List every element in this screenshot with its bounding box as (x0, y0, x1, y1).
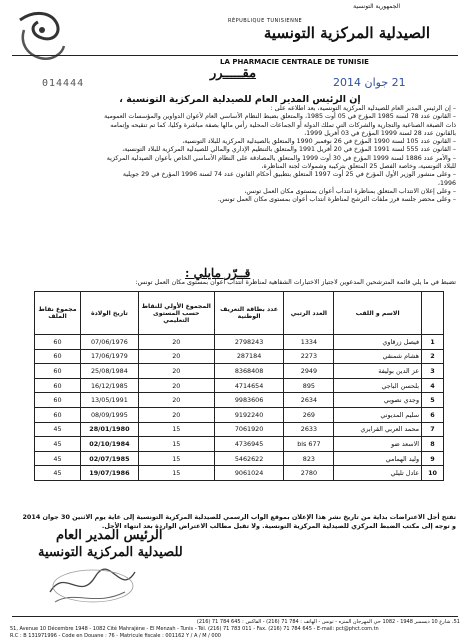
cell-name: وجدي نصوبي (334, 393, 422, 408)
table-row (35, 407, 444, 422)
preamble-line: – القانون عدد 555 لسنة 1991 المؤرخ في 20 أفريل 1991 والمتعلق بالتنظيم الإداري والمالي للصيدلية المركزية للبلاد التونسية، (122, 146, 456, 154)
cell-n: 7 (422, 422, 444, 437)
preamble-line: – والأمر عدد 1886 لسنة 1999 المؤرخ في 30 أوت 1999 والمتعلق بالمصادقة على النظام الأساسي الخاص بأعوان الصيدلية المركزية (106, 154, 456, 162)
cell-cin: 8368408 (214, 364, 284, 379)
header-cell: مجموع نقاط الملف (35, 292, 81, 335)
cell-dob: 25/08/1984 (80, 364, 138, 379)
intro-heading: إن الرئيس المدير العام للصيدلية المركزية التونسية ، (119, 94, 361, 105)
signature-title: الرئيس المدير العام (56, 528, 163, 543)
cell-dob: 17/06/1979 (80, 349, 138, 364)
cell-name: هشام شمنقي (334, 349, 422, 364)
table-row (35, 364, 444, 379)
cell-rank: 1334 (284, 335, 334, 350)
cell-rank: 823 (284, 451, 334, 466)
table-header-row (35, 292, 444, 335)
preamble-line: – وعلى إعلان الانتداب المتعلق بمناظرة انتداب أعوان بمستوى مكان العمل تونس، (244, 187, 456, 195)
table-row (35, 349, 444, 364)
republic-arabic: الجمهورية التونسية (353, 3, 400, 10)
signature-stamp (45, 562, 140, 610)
header-cell (422, 292, 444, 335)
cell-cin: 4736945 (214, 437, 284, 452)
cell-name: فيصل زرقاوي (334, 335, 422, 350)
preamble-line: – وعلى منشور الوزير الأول المؤرخ في 25 أوت 1997 المتعلق بتطبيق أحكام القانون عدد 74 لسنة 1996 المؤرخ في 29 جويلية (122, 171, 456, 179)
preamble-line: – القانون عدد 78 لسنة 1985 المؤرخ في 05 أوت 1985، والمتعلق بضبط النظام الأساسي العام لأعوان الدواوين والمؤسسات العمومية (104, 113, 456, 121)
header-cell: تاريخ الولادة (80, 292, 138, 335)
cell-cin: 9192240 (214, 407, 284, 422)
cell-rank: 2780 (284, 466, 334, 481)
serial-number: 014444 (42, 78, 85, 89)
table-row (35, 451, 444, 466)
cell-n: 6 (422, 407, 444, 422)
cell-score: 60 (35, 407, 81, 422)
cell-score: 45 (35, 437, 81, 452)
cell-dob: 28/01/1980 (80, 422, 138, 437)
cell-cin: 4714654 (214, 378, 284, 393)
cell-score: 45 (35, 422, 81, 437)
header-cell: الاسم و اللقب (334, 292, 422, 335)
organization-arabic: الصيدلية المركزية التونسية (263, 24, 430, 42)
table-row (35, 378, 444, 393)
cell-n: 1 (422, 335, 444, 350)
preamble-line: للبلاد التونسية، وخاصة الفصل 25 المتعلق بتركيبة وشمولات لجنة المناظرة، (261, 163, 456, 171)
cell-n: 5 (422, 393, 444, 408)
cell-edu: 15 (138, 466, 214, 481)
cell-score: 60 (35, 349, 81, 364)
cell-cin: 5462622 (214, 451, 284, 466)
cell-score: 45 (35, 451, 81, 466)
table-row (35, 335, 444, 350)
cell-rank: 2949 (284, 364, 334, 379)
cell-name: محمد العربي القرابري (334, 422, 422, 437)
decision-heading: قــرّر مايلي : (185, 266, 251, 280)
cell-dob: 19/07/1986 (80, 466, 138, 481)
cell-edu: 15 (138, 437, 214, 452)
cell-dob: 13/05/1991 (80, 393, 138, 408)
closing-line: تفتح أجل الاعتراضات بداية من تاريخ نشر هذا الإعلان بموقع الواب الرسمي للصيدلية المركزية التونسية إلى غاية يوم الاثنين 30 جوان 2014 (22, 513, 456, 521)
cell-score: 60 (35, 335, 81, 350)
cell-n: 8 (422, 437, 444, 452)
preamble-line: بالقانون عدد 28 لسنة 1999 المؤرخ في 03 أفريل 1999، (304, 129, 456, 137)
organization-french: LA PHARMACIE CENTRALE DE TUNISIE (220, 58, 369, 66)
cell-edu: 20 (138, 349, 214, 364)
cell-name: وليد الهمامي (334, 451, 422, 466)
cell-name: سليم المديوني (334, 407, 422, 422)
cell-n: 2 (422, 349, 444, 364)
preamble-line: 1996، (437, 179, 456, 187)
cell-edu: 15 (138, 451, 214, 466)
cell-score: 60 (35, 364, 81, 379)
cell-cin: 2798243 (214, 335, 284, 350)
document-title: مقـــــرر (210, 66, 257, 81)
preamble-line: – وعلى محضر جلسة فرز ملفات الترشح لمناظرة انتداب أعوان بمستوى مكان العمل تونس. (217, 196, 456, 204)
header-rule (12, 55, 458, 56)
cell-cin: 287184 (214, 349, 284, 364)
cell-rank: 677 bis (284, 437, 334, 452)
table-row (35, 437, 444, 452)
cell-score: 45 (35, 466, 81, 481)
cell-n: 3 (422, 364, 444, 379)
cell-rank: 2633 (284, 422, 334, 437)
footer-address-french: 51, Avenue 10 Décembre 1948 - 1082 Cité Mahrajène - El Menzah - Tunis - Tél. (216) 71 783 011 - Fax. (216) 71 784 645 - E-mail: pct@phct.com.tn (10, 626, 379, 632)
cell-dob: 08/09/1995 (80, 407, 138, 422)
table-row (35, 466, 444, 481)
signature-organization: للصيدلية المركزية التونسية (38, 545, 183, 560)
cell-dob: 02/10/1984 (80, 437, 138, 452)
date-stamp: 21 جوان 2014 (333, 76, 406, 89)
article-text: تضبط في ما يلي قائمة المترشحين المدعوين لاجتياز الاختبارات الشفاهية لمناظرة انتداب أعوان بمستوى مكان العمل تونس: (135, 279, 456, 286)
cell-cin: 9983606 (214, 393, 284, 408)
cell-name: عادل تليلي (334, 466, 422, 481)
cell-cin: 9061024 (214, 466, 284, 481)
preamble (16, 105, 456, 205)
candidates-table (34, 291, 444, 481)
cell-n: 9 (422, 451, 444, 466)
cell-score: 60 (35, 378, 81, 393)
preamble-line: – إن الرئيس المدير العام للصيدلية المركزية التونسية، بعد اطلاعه على : (270, 105, 456, 112)
header-cell: عدد بطاقة التعريف الوطنية (214, 292, 284, 335)
footer-registry: R.C : B 131971996 - Code en Douane : 76 - Matricule fiscale : 001162 Y / A / M / 000 (10, 633, 221, 639)
cell-rank: 895 (284, 378, 334, 393)
cell-name: الاسعد ضو (334, 437, 422, 452)
table-row (35, 393, 444, 408)
cell-name: بلحسن الباجي (334, 378, 422, 393)
cell-edu: 20 (138, 335, 214, 350)
preamble-line: ذات الصبغة الصناعية والتجارية والشركات التي تملك الدولة أو الجماعات المحلية رأس مالها بصفة مباشرة وكليا، كما تم تنقيحه وإتمامه (110, 121, 456, 129)
cell-n: 10 (422, 466, 444, 481)
cell-edu: 20 (138, 393, 214, 408)
cell-cin: 7061920 (214, 422, 284, 437)
republic-french: RÉPUBLIQUE TUNISIENNE (228, 18, 303, 24)
closing-line: و توجه إلى مكتب الضبط المركزي للصيدلية المركزية التونسية. ولا تقبل مطالب الاعتراض الواردة بعد انتهاء الأجل. (101, 521, 456, 530)
cell-name: عز الدين بوليفة (334, 364, 422, 379)
cell-dob: 02/07/1985 (80, 451, 138, 466)
cell-dob: 16/12/1985 (80, 378, 138, 393)
preamble-line: – القانون عدد 105 لسنة 1990 المؤرخ في 26 نوفمبر 1990 والمتعلق بالصيدلية المركزية للبلاد التونسية، (182, 138, 456, 146)
cell-edu: 20 (138, 378, 214, 393)
footer-address-arabic: 51، شارع 10 ديسمبر 1948 - 1082 حي المهرجان المنزه - تونس - الهاتف : 784 71 (216) - الفاكس : 645 784 71 (216) (196, 619, 460, 625)
cell-rank: 269 (284, 407, 334, 422)
cell-edu: 15 (138, 422, 214, 437)
table-row (35, 422, 444, 437)
footer-rule (12, 616, 458, 617)
cell-rank: 2634 (284, 393, 334, 408)
header-cell: العدد الرتبي (284, 292, 334, 335)
cell-dob: 07/06/1976 (80, 335, 138, 350)
cell-edu: 20 (138, 407, 214, 422)
cell-edu: 20 (138, 364, 214, 379)
header-cell: المجموع الأولي للنقاط حسب المستوى التعليمي (138, 292, 214, 335)
cell-score: 60 (35, 393, 81, 408)
cell-rank: 2273 (284, 349, 334, 364)
cell-n: 4 (422, 378, 444, 393)
